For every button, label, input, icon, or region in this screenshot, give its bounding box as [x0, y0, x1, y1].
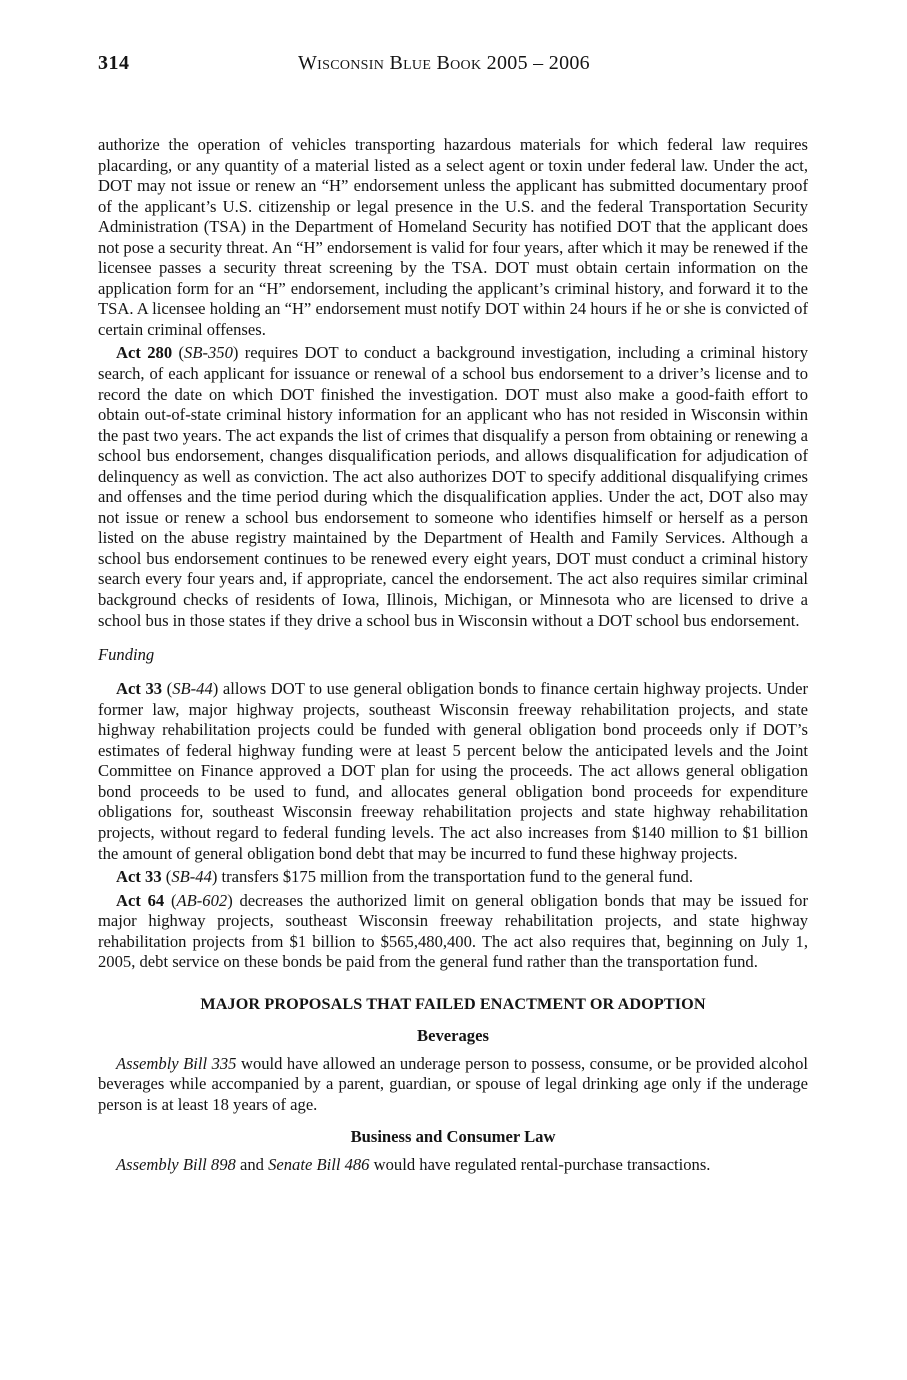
- document-page: [98, 52, 808, 1176]
- running-title: Wisconsin Blue Book 2005 – 2006: [298, 52, 590, 74]
- act-number: Act 33: [116, 867, 162, 887]
- business-consumer-paragraph: Assembly Bill 898 and Senate Bill 486 would have regulated rental-purchase transactions.: [116, 1155, 711, 1175]
- act-280-paragraph: Act 280 (SB-350) requires DOT to conduct a background investigation, including a criminal history search, of each applicant for issuance or renewal of a school bus endorsement to a driver’s license and to record the date on which DOT finished the investigation. DOT must also make a good-faith effort to obtain out-of-state criminal history information for an applicant who has not resided in Wisconsin within the past two years. The act expands the list of crimes that disqualify a person from obtaining or renewing a school bus endorsement, changes disqualification periods, and allows disqualification for adjudication of delinquency as well as conviction. The act also authorizes DOT to specify additional disqualifying crimes and offenses and the time period during which the disqualification applies. Under the act, DOT also may not issue or renew a school bus endorsement to someone who identifies himself or herself as a person listed on the abuse registry maintained by the Department of Health and Family Services. Although a school bus endorsement continues to be renewed every eight years, DOT must conduct a criminal history search every four years and, if appropriate, cancel the endorsement. The act also requires similar criminal background checks of residents of Iowa, Illinois, Michigan, or Minnesota who are licensed to drive a school bus in those states if they drive a school bus in Wisconsin without a DOT school bus endorsement.: [98, 343, 808, 630]
- act-33-transfer-paragraph: Act 33 (SB-44) transfers $175 million from the transportation fund to the general fund.: [116, 867, 693, 887]
- funding-heading: Funding: [98, 645, 155, 665]
- act-description: ) transfers $175 million from the transportation fund to the general fund.: [211, 867, 693, 887]
- bill-description: would have allowed an underage person to possess, consume, or be provided alcohol beverages while accompanied by a parent, guardian, or spouse of legal drinking age only if the underage person is at least 18 years of age.: [98, 1053, 808, 1114]
- beverages-paragraph: [98, 1054, 808, 1116]
- page-header: [98, 52, 808, 86]
- act-number: Act 64: [116, 890, 165, 910]
- bill-number: Senate Bill 486: [268, 1155, 370, 1175]
- failed-proposals-heading: MAJOR PROPOSALS THAT FAILED ENACTMENT OR ADOPTION: [200, 994, 706, 1013]
- bill-number: SB-44: [172, 679, 213, 699]
- act-64-paragraph: Act 64 (AB-602) decreases the authorized limit on general obligation bonds that may be issued for major highway projects, southeast Wisconsin freeway rehabilitation projects, and state highway rehabilitation projects from $1 billion to $565,480,400. The act also requires that, beginning on July 1, 2005, debt service on these bonds be paid from the general fund rather than the transportation fund.: [98, 890, 808, 972]
- business-consumer-law-heading: Business and Consumer Law: [350, 1127, 556, 1147]
- act-description: ) decreases the authorized limit on general obligation bonds that may be issued for major highway projects, southeast Wisconsin freeway rehabilitation projects, and state highway rehabilitation projects from $1 billion to $565,480,400. The act also requires that, beginning on July 1, 2005, debt service on these bonds be paid from the general fund rather than the transportation fund.: [98, 890, 808, 972]
- body-text: [98, 135, 808, 1176]
- bill-description: would have regulated rental-purchase transactions.: [369, 1155, 711, 1175]
- act-33-bonds-paragraph: Act 33 (SB-44) allows DOT to use general obligation bonds to finance certain highway projects. Under former law, major highway projects, southeast Wisconsin freeway rehabilitation projects, and state highway rehabilitation projects could be funded with general obligation bond proceeds only if DOT’s estimates of federal highway funding were at least 5 percent below the anticipated levels and the Joint Committee on Finance approved a DOT plan for using the proceeds. The act allows general obligation bond proceeds to be used to fund, and allocates general obligation bond proceeds for expenditure obligations for, southeast Wisconsin freeway rehabilitation projects and state highway rehabilitation projects, without regard to federal funding levels. The act also increases from $140 million to $1 billion the amount of general obligation bond debt that may be incurred to fund these highway projects.: [98, 679, 808, 863]
- bill-number: SB-350: [184, 343, 233, 363]
- bill-number: Assembly Bill 335: [116, 1053, 237, 1073]
- page-number: 314: [98, 52, 130, 74]
- bill-number: SB-44: [171, 867, 212, 887]
- bill-number: AB-602: [176, 890, 228, 910]
- act-description: ) requires DOT to conduct a background investigation, including a criminal history search, of each applicant for issuance or renewal of a school bus endorsement to a driver’s license and to record the date on which DOT finished the investigation. DOT must also make a good-faith effort to obtain out-of-state criminal history information for an applicant who has not resided in Wisconsin within the past two years. The act expands the list of crimes that disqualify a person from obtaining or renewing a school bus endorsement, changes disqualification periods, and allows disqualification for adjudication of delinquency as well as conviction. The act also authorizes DOT to specify additional disqualifying crimes and offenses and the time period during which the disqualification applies. Under the act, DOT also may not issue or renew a school bus endorsement to someone who identifies himself or herself as a person listed on the abuse registry maintained by the Department of Health and Family Services. Although a school bus endorsement continues to be renewed every eight years, DOT must conduct a criminal history search every four years and, if appropriate, cancel the endorsement. The act also requires similar criminal background checks of residents of Iowa, Illinois, Michigan, or Minnesota who are licensed to drive a school bus in those states if they drive a school bus in Wisconsin without a DOT school bus endorsement.: [98, 343, 808, 630]
- intro-paragraph: authorize the operation of vehicles transporting hazardous materials for which federal law requires placarding, or any quantity of a material listed as a select agent or toxin under federal law. Under the act, DOT may not issue or renew an “H” endorsement unless the applicant has submitted documentary proof of the applicant’s U.S. citizenship or legal presence in the U.S. and the federal Transportation Security Administration (TSA) in the Department of Homeland Security has notified DOT that the applicant does not pose a security threat. An “H” endorsement is valid for four years, after which it may be renewed if the licensee passes a security threat screening by the TSA. DOT must obtain certain information on the application form for an “H” endorsement, including the applicant’s criminal history, and forward it to the TSA. A licensee holding an “H” endorsement must notify DOT within 24 hours if he or she is convicted of certain criminal offenses.: [98, 135, 808, 339]
- act-description: ) allows DOT to use general obligation bonds to finance certain highway projects. Under former law, major highway projects, southeast Wisconsin freeway rehabilitation projects, and state highway rehabilitation projects could be funded with general obligation bond proceeds only if DOT’s estimates of federal highway funding were at least 5 percent below the anticipated levels and the Joint Committee on Finance approved a DOT plan for using the proceeds. The act allows general obligation bond proceeds to be used to fund, and allocates general obligation bond proceeds for expenditure obligations for, southeast Wisconsin freeway rehabilitation projects and state highway rehabilitation projects, without regard to federal funding levels. The act also increases from $140 million to $1 billion the amount of general obligation bond debt that may be incurred to fund these highway projects.: [98, 679, 808, 863]
- beverages-heading: Beverages: [417, 1025, 489, 1045]
- bill-number: Assembly Bill 898: [116, 1155, 236, 1175]
- act-number: Act 33: [116, 679, 163, 699]
- act-number: Act 280: [116, 343, 173, 363]
